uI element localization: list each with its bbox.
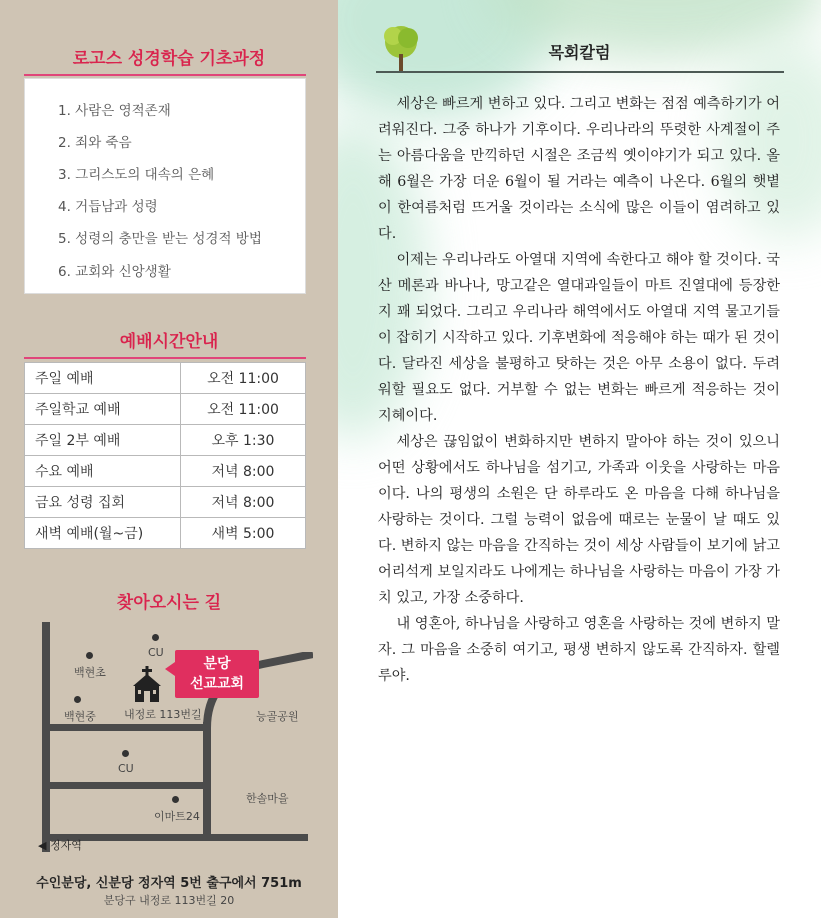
station-marker [38,837,82,853]
column-paragraph: 세상은 빠르게 변하고 있다. 그리고 변화는 점점 예측하기가 어려워진다. 그중 하나가 기후이다. 우리나라의 뚜렷한 사계절이 주는 아름다움을 만끽하던 시절은 조금씩 옛이야기가 되고 있다. 올해 6월은 가장 더운 6월이 될 거라는 예측이 나온다. 6월의 햇볕이 한여름처럼 뜨거울 것이라는 소식에 많은 이들이 염려하고 있다. [378,96,780,242]
church-badge [175,650,259,698]
church-icon [130,666,164,702]
cu-label: CU [148,646,164,659]
cu-dot [122,750,129,757]
service-name: 금요 성령 집회 [25,487,181,518]
map-road [42,724,208,731]
left-panel [0,0,338,918]
service-time: 오후 1:30 [181,425,306,456]
column-paragraph: 내 영혼아, 하나님을 사랑하고 영혼을 사랑하는 것에 변하지 말자. 그 마음을 소중히 여기고, 평생 변하지 않도록 간직하자. 할렐루야. [378,616,780,684]
service-time: 오전 11:00 [181,363,306,394]
course-item: 1. 사람은 영적존재 [58,103,171,119]
column-title-rule [376,71,784,73]
column-paragraph: 세상은 끊임없이 변화하지만 변하지 말아야 하는 것이 있으니 어떤 상황에서도 하나님을 섬기고, 가족과 이웃을 사랑하는 마음이다. 나의 평생의 소원은 단 하루라도 온 마음을 다해 하나님을 사랑하는 것이다. 그럴 능력이 없음에 때로는 눈물이 날 때도 있다. 변하지 않는 마음을 간직하는 것이 세상 사람들이 보기에 낡고 어리석게 보일지라도 나에게는 하나님을 사랑하는 마음이 가장 가치 있고, 가장 소중하다. [378,434,780,606]
column-title: 목회칼럼 [548,43,611,62]
school-dot [86,652,93,659]
service-name: 수요 예배 [25,456,181,487]
cu-label: CU [118,762,134,775]
naejeong-road-label: 내정로 113번길 [124,708,202,721]
direction-main: 수인분당, 신분당 정자역 5번 출구에서 751m [36,876,302,891]
map-road [203,722,211,841]
church-badge-line2: 선교교회 [189,676,245,692]
table-row [25,425,306,456]
service-name: 주일학교 예배 [25,394,181,425]
service-time: 오전 11:00 [181,394,306,425]
course-item: 4. 거듭남과 성령 [58,199,158,215]
right-panel [338,0,821,918]
emart24-label: 이마트24 [154,810,200,823]
left-arrow-icon: ◀ [38,839,47,852]
church-badge-line1: 분당 [203,656,231,672]
service-name: 새벽 예배(월~금) [25,518,181,549]
service-time: 새벽 5:00 [181,518,306,549]
service-name: 주일 예배 [25,363,181,394]
direction-address: 분당구 내정로 113번길 20 [103,894,235,907]
schedule-table [24,362,306,549]
baekhyeon-middle-label: 백현중 [64,710,96,723]
directions-title: 찾아오시는 길 [116,593,222,613]
service-name: 주일 2부 예배 [25,425,181,456]
table-row [25,518,306,549]
station-label: 정자역 [49,839,82,852]
column-body [378,91,780,689]
schedule-title-rule [24,357,306,359]
course-item: 3. 그리스도의 대속의 은혜 [58,167,215,183]
neunggol-park-label: 능골공원 [256,710,299,723]
location-map [20,622,320,854]
table-row [25,487,306,518]
school-dot [74,696,81,703]
schedule-title: 예배시간안내 [119,332,219,352]
table-row [25,394,306,425]
service-time: 저녁 8:00 [181,487,306,518]
baekhyeon-elementary-label: 백현초 [74,666,106,679]
course-box [24,78,306,294]
table-row [25,363,306,394]
column-paragraph: 이제는 우리나라도 아열대 지역에 속한다고 해야 할 것이다. 국산 메론과 바나나, 망고같은 열대과일들이 마트 진열대에 등장한 지 꽤 되었다. 그리고 우리나라 해역에서도 아열대 지역 물고기들이 잡히기 시작하고 있다. 기후변화에 적응해야 하는 때가 된 것이다. 달라진 세상을 불평하고 탓하는 것은 아무 소용이 없다. 두려워할 필요도 없다. 거부할 수 없는 변화는 빠르게 적응하는 것이 지혜이다. [378,252,780,424]
map-road [42,622,50,852]
course-title: 로고스 성경학습 기초과정 [72,49,266,69]
cu-dot [152,634,159,641]
service-time: 저녁 8:00 [181,456,306,487]
course-item: 6. 교회와 신앙생활 [58,264,171,280]
emart24-dot [172,796,179,803]
hansol-village-label: 한솔마을 [246,792,289,805]
course-title-rule [24,74,306,76]
course-item: 5. 성령의 충만을 받는 성경적 방법 [58,231,262,247]
table-row [25,456,306,487]
map-road [42,782,208,789]
course-item: 2. 죄와 죽음 [58,135,132,151]
